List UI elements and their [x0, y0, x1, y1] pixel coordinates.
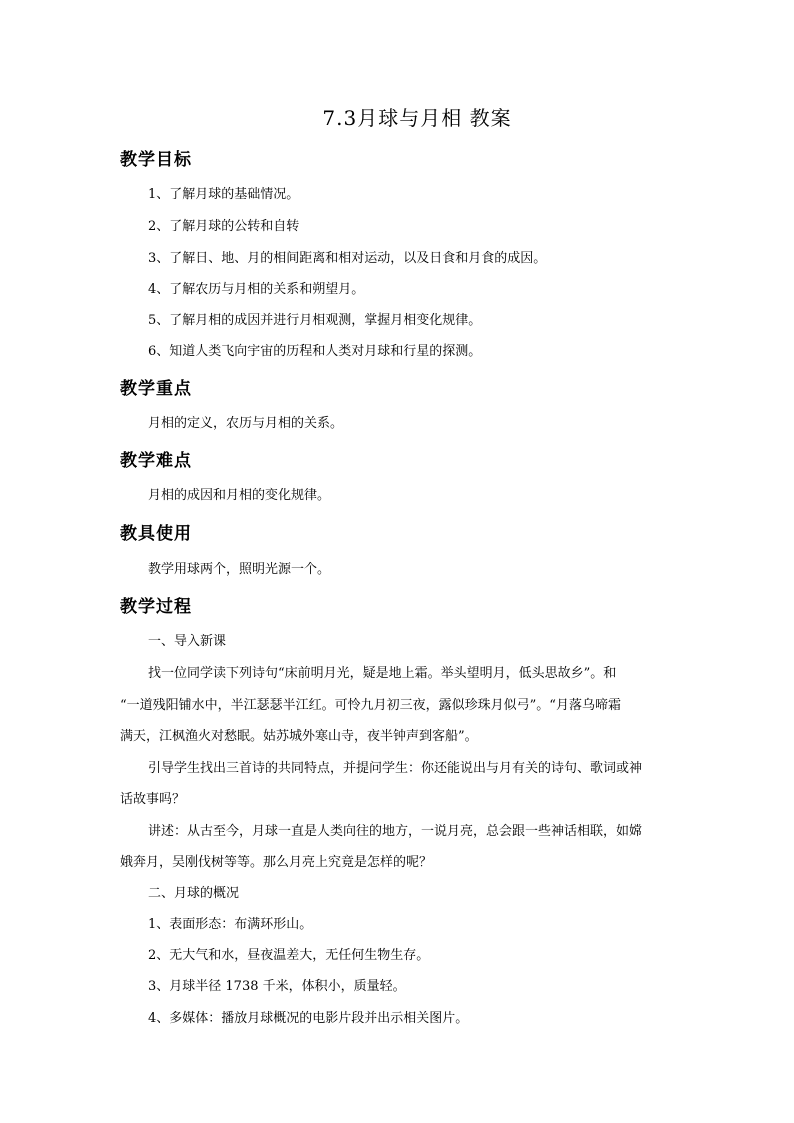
guide-line: 话故事吗？	[120, 792, 186, 807]
guide-line: 引导学生找出三首诗的共同特点，并提问学生：你还能说出与月有关的诗句、歌词或神	[148, 761, 643, 776]
goal-item: 3、了解日、地、月的相间距离和相对运动，以及日食和月食的成因。	[148, 251, 547, 266]
process-heading: 教学过程	[120, 597, 192, 617]
goal-item: 4、了解农历与月相的关系和朔望月。	[148, 282, 365, 297]
overview-heading: 二、月球的概况	[148, 886, 240, 901]
poem-line: “一道残阳铺水中，半江瑟瑟半江红。可怜九月初三夜，露似珍珠月似弓”。“月落乌啼霜	[120, 698, 621, 713]
goals-heading: 教学目标	[120, 150, 192, 170]
overview-item: 2、无大气和水，昼夜温差大，无任何生物生存。	[148, 948, 430, 963]
key-points-text: 月相的定义，农历与月相的关系。	[148, 416, 344, 431]
tools-text: 教学用球两个，照明光源一个。	[148, 562, 331, 577]
goal-item: 1、了解月球的基础情况。	[148, 187, 300, 202]
overview-item: 3、月球半径 1738 千米，体积小，质量轻。	[148, 979, 406, 994]
poem-line: 找一位同学读下列诗句“床前明月光，疑是地上霜。举头望明月，低头思故乡”。和	[148, 666, 617, 681]
goal-item: 5、了解月相的成因并进行月相观测，掌握月相变化规律。	[148, 313, 482, 328]
goal-item: 6、知道人类飞向宇宙的历程和人类对月球和行星的探测。	[148, 344, 482, 359]
intro-heading: 一、导入新课	[148, 634, 227, 649]
difficulties-text: 月相的成因和月相的变化规律。	[148, 488, 331, 503]
page-title: 7.3月球与月相 教案	[322, 106, 512, 130]
goal-item: 2、了解月球的公转和自转	[148, 219, 300, 234]
talk-line: 娥奔月，吴刚伐树等等。那么月亮上究竟是怎样的呢？	[120, 855, 433, 870]
poem-line: 满天，江枫渔火对愁眠。姑苏城外寒山寺，夜半钟声到客船”。	[120, 729, 478, 744]
difficulties-heading: 教学难点	[120, 451, 192, 471]
overview-item: 1、表面形态：布满环形山。	[148, 917, 313, 932]
key-points-heading: 教学重点	[120, 379, 192, 399]
tools-heading: 教具使用	[120, 524, 192, 544]
overview-item: 4、多媒体：播放月球概况的电影片段并出示相关图片。	[148, 1011, 469, 1026]
talk-line: 讲述：从古至今，月球一直是人类向往的地方，一说月亮，总会跟一些神话相联，如嫦	[148, 824, 643, 839]
